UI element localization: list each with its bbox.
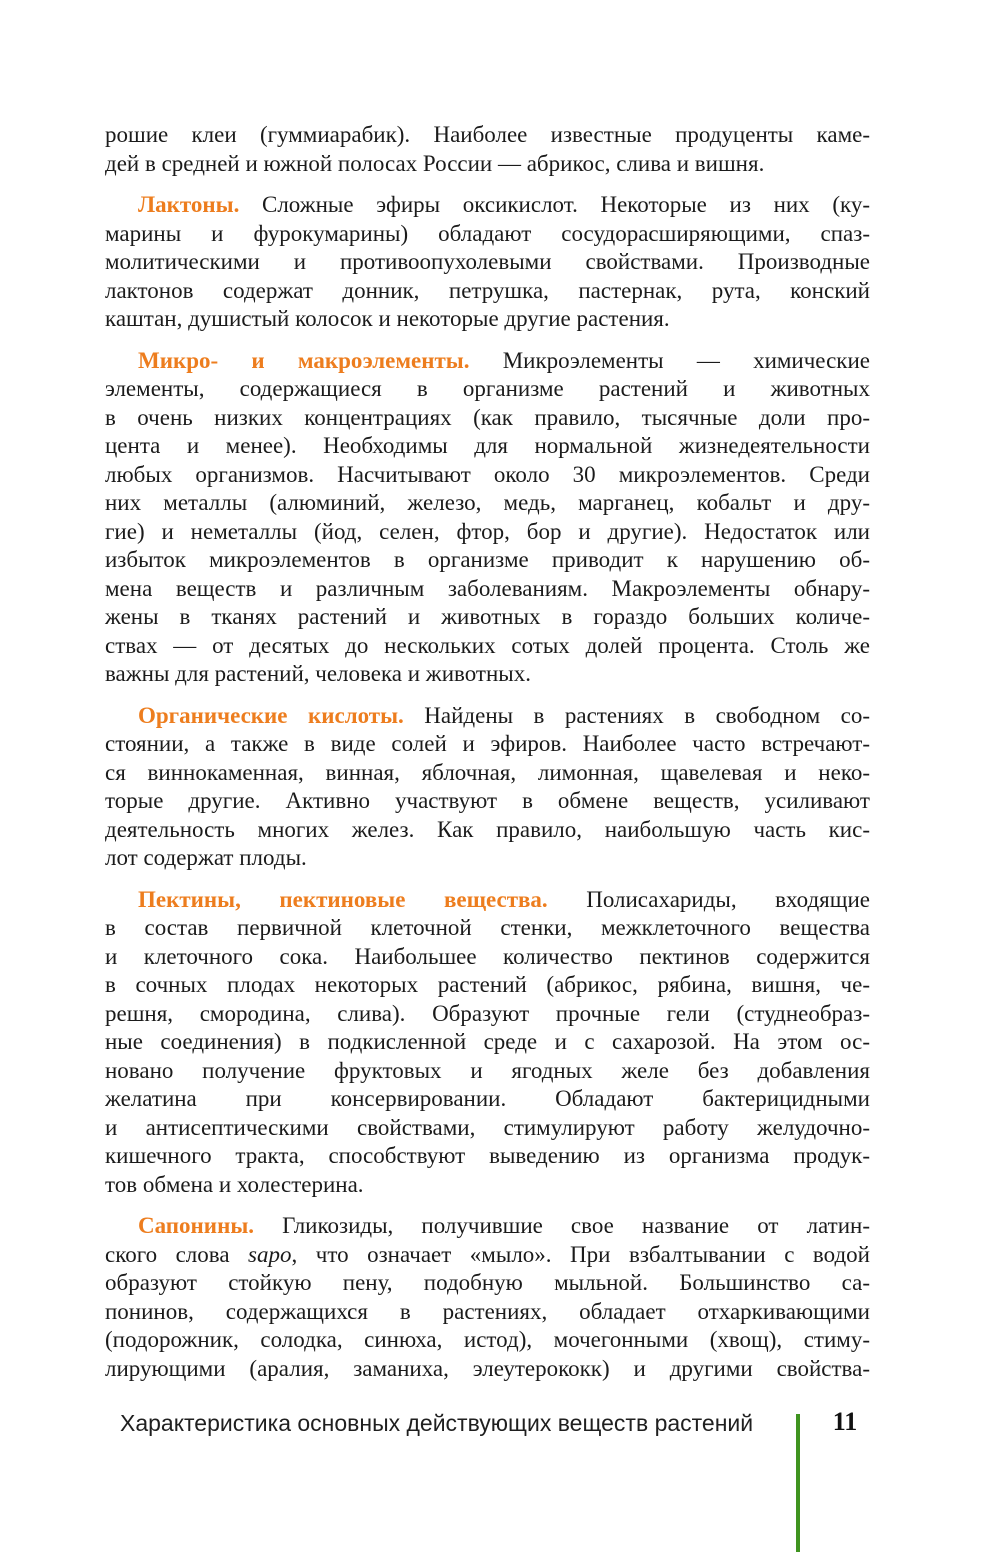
text-line [105,660,870,689]
text-line [105,603,870,632]
text-run: важны для растений, человека и животных. [105,661,531,686]
section-heading: Сапонины. [138,1213,255,1238]
text-line [105,121,870,150]
text-line [105,886,870,915]
text-run: в сочных плодах некоторых растений (абрикос, рябина, вишня, че- [105,972,870,997]
text-line [105,1028,870,1057]
text-run: деятельность многих желез. Как правило, наибольшую часть кис- [105,816,870,842]
text-run: цента и менее). Необходимы для нормальной жизнедеятельности [105,433,870,458]
paragraph [105,886,870,1200]
text-line [105,1114,870,1143]
text-line [105,518,870,547]
footer-rule [796,1414,800,1552]
text-line [105,546,870,575]
text-run: избыток микроэлементов в организме приводит к нарушению об- [105,547,870,572]
page-number: 11 [832,1407,858,1436]
text-line [105,1241,870,1270]
text-run: мена веществ и различным заболеваниям. Макроэлементы обнару- [105,575,870,601]
text-line [105,1057,870,1086]
paragraph [105,347,870,689]
section-heading: Пектины, пектиновые вещества. [138,886,548,912]
text-run: рошие клеи (гуммиарабик). Наиболее известные продуценты каме- [105,122,870,147]
text-line [105,759,870,788]
text-run: элементы, содержащиеся в организме растений и животных [105,376,870,401]
section-heading: Лактоны. [138,192,240,217]
paragraph [105,1212,870,1383]
text-run: желатина при консервировании. Обладают бактерицидными [105,1086,870,1111]
text-run: Найдены в растениях в свободном со- [403,702,870,728]
text-line [105,461,870,490]
text-run: в очень низких концентрациях (как правило, тысячные доли про- [105,404,870,430]
section-heading: Микро- и макроэлементы. [138,347,470,373]
text-line [105,404,870,433]
text-line [105,575,870,604]
text-line [105,248,870,277]
text-run: лот содержат плоды. [105,845,307,870]
text-run: гие) и неметаллы (йод, селен, фтор, бор и другие). Недостаток или [105,518,870,544]
text-run: Сложные эфиры оксикислот. Некоторые из них (ку- [239,192,870,217]
paragraph [105,702,870,873]
text-line [105,150,870,179]
text-line [105,305,870,334]
text-run: любых организмов. Насчитывают около 30 микроэлементов. Среди [105,461,870,487]
text-line [105,432,870,461]
text-run: в состав первичной клеточной стенки, межклеточного вещества [105,915,870,940]
text-run: новано получение фруктовых и ягодных желе без добавления [105,1057,870,1083]
text-run: лактонов содержат донник, петрушка, пастернак, рута, конский [105,277,870,303]
text-run: лирующими (аралия, заманиха, элеутерококк) и другими свойства- [105,1355,870,1381]
text-line [105,489,870,518]
text-run: жены в тканях растений и животных в гораздо больших количе- [105,604,870,629]
text-run: тов обмена и холестерина. [105,1171,364,1197]
text-run: и антисептическими свойствами, стимулируют работу желудочно- [105,1114,870,1140]
text-run: торые другие. Активно участвуют в обмене веществ, усиливают [105,788,870,813]
text-line [105,943,870,972]
text-line [105,1142,870,1171]
text-line [105,730,870,759]
text-run: (подорожник, солодка, синюха, истод), мочегонными (хвощ), стиму- [105,1327,870,1352]
text-run: молитическими и противоопухолевыми свойствами. Производные [105,249,870,274]
text-run: стоянии, а также в виде солей и эфиров. Наиболее часто встречают- [105,731,870,756]
text-line [105,816,870,845]
text-run: ные соединения) в подкисленной среде и с сахарозой. На этом ос- [105,1029,870,1054]
text-run: понинов, содержащихся в растениях, обладает отхаркивающими [105,1298,870,1324]
text-run: образуют стойкую пену, подобную мыльной. Большинство са- [105,1270,870,1295]
text-run: них металлы (алюминий, железо, медь, марганец, кобальт и дру- [105,490,870,515]
paragraph [105,191,870,334]
text-run: Полисахариды, входящие [547,886,870,912]
section-heading: Органические кислоты. [138,702,404,728]
text-line [105,787,870,816]
text-run: и клеточного сока. Наибольшее количество пектинов содержится [105,943,870,969]
page-text [105,121,870,1383]
text-line [105,220,870,249]
text-run: каштан, душистый колосок и некоторые другие растения. [105,306,670,331]
text-line [105,1326,870,1355]
text-run: Микроэлементы — химические [469,347,870,373]
text-line [105,191,870,220]
text-line [105,844,870,873]
text-run: , что означает «мыло». При взбалтывании с водой [291,1241,870,1267]
text-line [105,375,870,404]
paragraph [105,121,870,178]
text-run: ся виннокаменная, винная, яблочная, лимонная, щавелевая и неко- [105,759,870,785]
text-line [105,1000,870,1029]
text-line [105,1212,870,1241]
text-line [105,914,870,943]
footer-title: Характеристика основных действующих веществ растений [120,1410,754,1436]
text-line [105,1355,870,1384]
text-line [105,1269,870,1298]
text-line [105,971,870,1000]
text-run: ствах — от десятых до нескольких сотых долей процента. Столь же [105,632,870,658]
text-line [105,1298,870,1327]
text-line [105,702,870,731]
text-run: решня, смородина, слива). Образуют прочные гели (студнеобраз- [105,1000,870,1026]
text-run: кишечного тракта, способствуют выведению из организма продук- [105,1143,870,1168]
text-run: марины и фурокумарины) обладают сосудорасширяющими, спаз- [105,220,870,246]
text-line [105,277,870,306]
text-run: ского слова [105,1241,249,1267]
text-run: дей в средней и южной полосах России — абрикос, слива и вишня. [105,150,765,176]
text-run: Гликозиды, получившие свое название от латин- [254,1213,870,1238]
text-line [105,1171,870,1200]
italic-term: sapo [248,1241,292,1267]
text-line [105,632,870,661]
text-line [105,1085,870,1114]
text-line [105,347,870,376]
